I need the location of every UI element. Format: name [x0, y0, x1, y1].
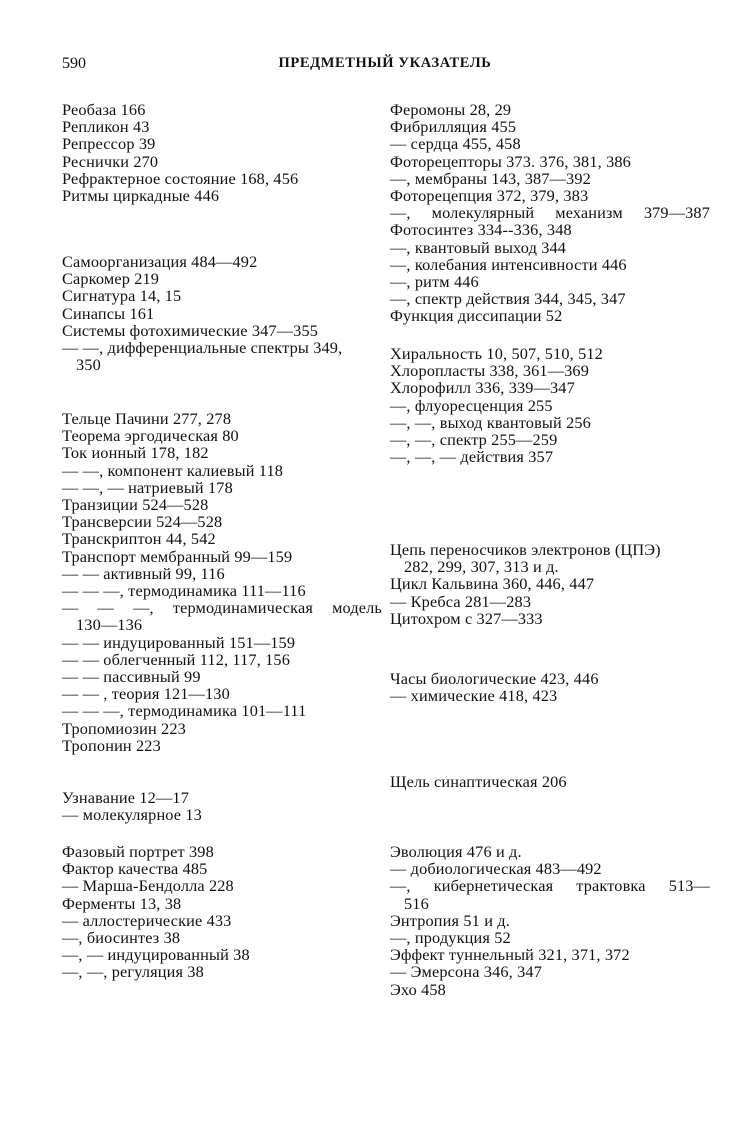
index-entry: — —, — натриевый 178	[62, 477, 233, 497]
index-entry: —, продукция 52	[390, 928, 511, 948]
index-entry: — химические 418, 423	[390, 686, 558, 706]
index-entry: Репликон 43	[62, 117, 150, 137]
index-entry: Фоторецепция 372, 379, 383	[390, 186, 589, 206]
index-letter-group	[62, 101, 382, 204]
index-entry: — сердца 455, 458	[390, 134, 521, 154]
index-entry-continuation: 130—136	[76, 615, 143, 635]
index-letter-group	[62, 843, 382, 981]
index-entry: Цитохром c 327—333	[390, 608, 543, 628]
index-entry: Ферменты 13, 38	[62, 893, 182, 913]
index-entry: Хиральность 10, 507, 510, 512	[390, 344, 603, 363]
index-entry: — — пассивный 99	[62, 667, 201, 687]
index-entry: Феромоны 28, 29	[390, 100, 512, 119]
index-entry: Щель синаптическая 206	[390, 772, 567, 791]
index-entry: —, кибернетическая трактовка 513—	[390, 876, 710, 896]
index-entry: Ритмы циркадные 446	[62, 186, 220, 206]
index-entry: Реснички 270	[62, 151, 159, 171]
index-entry: Функция диссипации 52	[390, 306, 563, 326]
index-entry: Энтропия 51 и д.	[390, 910, 510, 930]
index-entry: Цепь переносчиков электронов (ЦПЭ)	[390, 540, 661, 559]
index-entry: — — активный 99, 116	[62, 563, 225, 583]
index-entry: — Эмерсона 346, 347	[390, 962, 542, 982]
index-letter-group	[390, 541, 710, 627]
index-entry: Тропонин 223	[62, 735, 161, 755]
index-entry: Узнавание 12—17	[62, 788, 189, 807]
index-entry: Хлорофилл 336, 339—347	[390, 378, 575, 398]
index-entry: —, молекулярный механизм 379—387	[390, 203, 710, 223]
index-letter-group	[390, 670, 710, 704]
index-entry: Фазовый портрет 398	[62, 842, 214, 861]
index-entry: —, биосинтез 38	[62, 928, 181, 948]
index-entry: — добиологическая 483—492	[390, 859, 602, 879]
index-entry: Фотосинтез 334--336, 348	[390, 220, 572, 240]
index-entry: Тельце Пачини 277, 278	[62, 409, 232, 428]
index-letter-group	[390, 773, 710, 790]
index-entry: — — облегченный 112, 117, 156	[62, 649, 291, 669]
index-entry: Часы биологические 423, 446	[390, 669, 599, 688]
index-entry: Реобаза 166	[62, 100, 146, 119]
index-entry: Фактор качества 485	[62, 859, 208, 879]
index-entry: — Марша-Бендолла 228	[62, 876, 234, 896]
index-letter-group	[62, 253, 382, 373]
index-letter-group	[390, 101, 710, 325]
index-entry: Транзиции 524—528	[62, 495, 209, 515]
index-entry: — —, дифференциальные спектры 349,	[62, 338, 343, 358]
index-entry: Хлоропласты 338, 361—369	[390, 361, 590, 381]
index-entry: —, колебания интенсивности 446	[390, 254, 627, 274]
index-entry: Рефрактерное состояние 168, 456	[62, 168, 299, 188]
index-entry: — —, компонент калиевый 118	[62, 460, 284, 480]
index-entry: Транскриптон 44, 542	[62, 529, 216, 549]
index-entry: — молекулярное 13	[62, 805, 202, 825]
index-letter-group	[62, 789, 382, 823]
index-letter-group	[62, 410, 382, 754]
index-entry: Сигнатура 14, 15	[62, 286, 182, 306]
index-entry: — — индуцированный 151—159	[62, 632, 296, 652]
index-entry: Теорема эргодическая 80	[62, 426, 239, 446]
index-entry: —, ритм 446	[390, 272, 479, 292]
index-entry: — — —, термодинамика 111—116	[62, 581, 306, 601]
index-entry: —, спектр действия 344, 345, 347	[390, 289, 626, 309]
index-entry: —, мембраны 143, 387—392	[390, 168, 591, 188]
running-title: ПРЕДМЕТНЫЙ УКАЗАТЕЛЬ	[278, 55, 492, 71]
index-letter-group	[390, 843, 710, 998]
index-entry: —, флуоресценция 255	[390, 395, 553, 415]
index-entry: —, —, спектр 255—259	[390, 430, 558, 450]
index-entry: Транспорт мембранный 99—159	[62, 546, 293, 566]
index-entry: —, — индуцированный 38	[62, 945, 250, 965]
index-entry: Фоторецепторы 373. 376, 381, 386	[390, 151, 631, 171]
page-number: 590	[62, 55, 86, 72]
index-entry: —, квантовый выход 344	[390, 237, 567, 257]
index-entry: —, —, выход квантовый 256	[390, 412, 591, 432]
index-entry-continuation: 350	[76, 355, 101, 375]
index-entry: —, —, — действия 357	[390, 447, 554, 467]
index-entry: Цикл Кальвина 360, 446, 447	[390, 574, 595, 594]
index-entry: — аллостерические 433	[62, 910, 232, 930]
index-entry: Тропомиозин 223	[62, 718, 186, 738]
index-entry: — — —, термодинамическая модель	[62, 598, 382, 618]
index-entry: Эффект туннельный 321, 371, 372	[390, 945, 630, 965]
index-entry: Фибрилляция 455	[390, 117, 517, 137]
index-entry: Саркомер 219	[62, 269, 160, 289]
index-entry: Системы фотохимические 347—355	[62, 320, 319, 340]
index-entry: —, —, регуляция 38	[62, 962, 204, 982]
index-letter-group	[390, 345, 710, 465]
index-entry-continuation: 516	[404, 893, 429, 913]
index-entry: Трансверсии 524—528	[62, 512, 223, 532]
index-entry: Ток ионный 178, 182	[62, 443, 209, 463]
index-entry: Эволюция 476 и д.	[390, 842, 522, 861]
index-entry: — Кребса 281—283	[390, 591, 532, 611]
index-entry: — — —, термодинамика 101—111	[62, 701, 307, 721]
index-entry: Самоорганизация 484—492	[62, 252, 258, 271]
index-entry: Эхо 458	[390, 979, 446, 999]
index-entry: — — , теория 121—130	[62, 684, 230, 704]
index-entry: Репрессор 39	[62, 134, 156, 154]
index-entry-continuation: 282, 299, 307, 313 и д.	[404, 557, 559, 577]
index-entry: Синапсы 161	[62, 303, 155, 323]
